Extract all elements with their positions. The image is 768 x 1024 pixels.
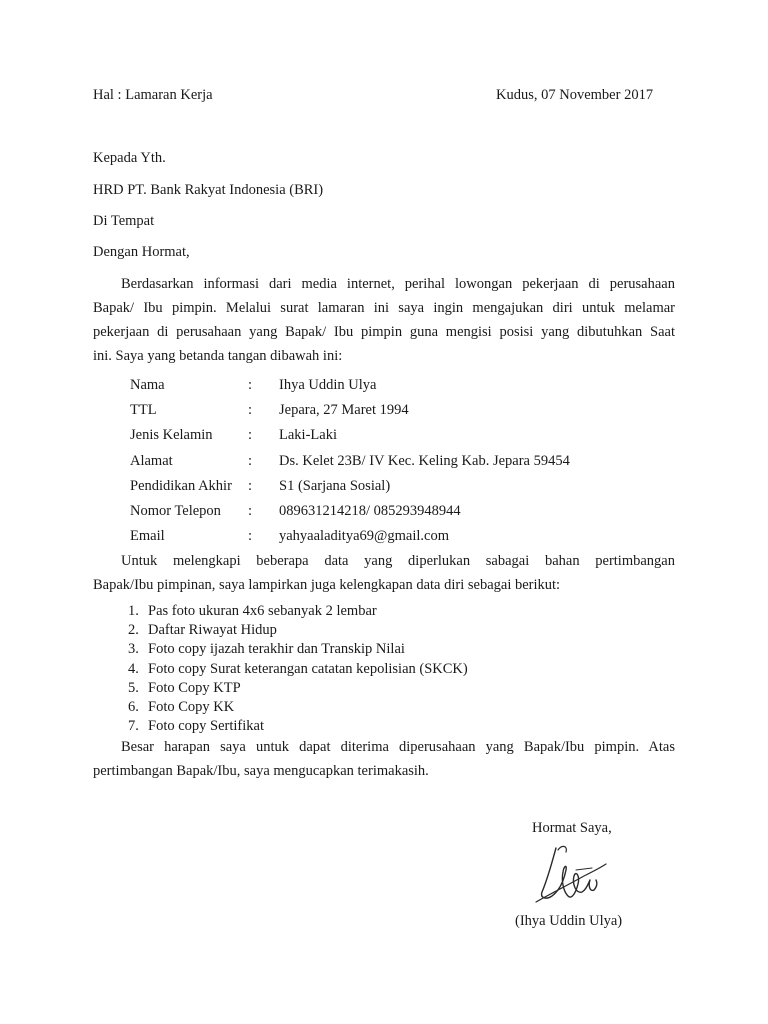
greeting: Dengan Hormat, <box>93 244 190 260</box>
signoff-name: (Ihya Uddin Ulya) <box>515 913 623 929</box>
field-label: Nama <box>130 377 165 393</box>
intro-line: Berdasarkan informasi dari media internet, perihal lowongan pekerjaan di perusahaan <box>121 276 675 292</box>
field-colon: : <box>248 503 253 519</box>
field-label: TTL <box>130 402 157 418</box>
field-value: Ihya Uddin Ulya <box>279 377 377 393</box>
recipient-line-3: Di Tempat <box>93 213 155 229</box>
closing-line: Besar harapan saya untuk dapat diterima diperusahaan yang Bapak/Ibu pimpin. Atas <box>121 739 675 755</box>
letter-place-date: Kudus, 07 November 2017 <box>496 87 654 103</box>
attachment-item: 5. Foto Copy KTP <box>128 680 241 696</box>
field-colon: : <box>248 427 253 443</box>
attachment-intro-paragraph <box>93 549 675 597</box>
intro-line: Bapak/ Ibu pimpin. Melalui surat lamaran ini saya ingin mengajukan diri untuk melamar <box>93 300 675 316</box>
attachment-intro-line: Bapak/Ibu pimpinan, saya lampirkan juga kelengkapan data diri sebagai berikut: <box>93 577 561 593</box>
recipient-line-1: Kepada Yth. <box>93 150 166 166</box>
field-colon: : <box>248 377 253 393</box>
field-value: Ds. Kelet 23B/ IV Kec. Keling Kab. Jepara 59454 <box>279 453 570 469</box>
attachment-item: 1. Pas foto ukuran 4x6 sebanyak 2 lembar <box>128 603 377 619</box>
field-label: Alamat <box>130 453 173 469</box>
attachment-item: 7. Foto copy Sertifikat <box>128 718 264 734</box>
attachment-intro-line: Untuk melengkapi beberapa data yang diperlukan sabagai bahan pertimbangan <box>121 553 675 569</box>
field-colon: : <box>248 478 253 494</box>
letter-subject: Hal : Lamaran Kerja <box>93 87 213 103</box>
field-label: Nomor Telepon <box>130 503 221 519</box>
field-value: 089631214218/ 085293948944 <box>279 503 461 519</box>
field-value: yahyaaladitya69@gmail.com <box>279 528 449 544</box>
field-value: Jepara, 27 Maret 1994 <box>279 402 409 418</box>
attachment-item: 2. Daftar Riwayat Hidup <box>128 622 277 638</box>
attachment-item: 3. Foto copy ijazah terakhir dan Transkip Nilai <box>128 641 405 657</box>
signoff-salutation: Hormat Saya, <box>532 820 612 836</box>
field-value: Laki-Laki <box>279 427 337 443</box>
field-colon: : <box>248 528 253 544</box>
attachment-item: 6. Foto Copy KK <box>128 699 235 715</box>
closing-line: pertimbangan Bapak/Ibu, saya mengucapkan terimakasih. <box>93 763 429 779</box>
intro-paragraph <box>93 272 675 368</box>
signature-icon <box>532 840 612 910</box>
field-colon: : <box>248 453 253 469</box>
field-label: Pendidikan Akhir <box>130 478 232 494</box>
intro-line: ini. Saya yang betanda tangan dibawah ini: <box>93 348 343 364</box>
field-colon: : <box>248 402 253 418</box>
attachment-item: 4. Foto copy Surat keterangan catatan kepolisian (SKCK) <box>128 661 468 677</box>
intro-line: pekerjaan di perusahaan yang Bapak/ Ibu pimpin guna mengisi posisi yang dibutuhkan Saat <box>93 324 675 340</box>
field-label: Jenis Kelamin <box>130 427 213 443</box>
closing-paragraph <box>93 735 675 783</box>
recipient-line-2: HRD PT. Bank Rakyat Indonesia (BRI) <box>93 182 324 198</box>
field-label: Email <box>130 528 165 544</box>
field-value: S1 (Sarjana Sosial) <box>279 478 391 494</box>
